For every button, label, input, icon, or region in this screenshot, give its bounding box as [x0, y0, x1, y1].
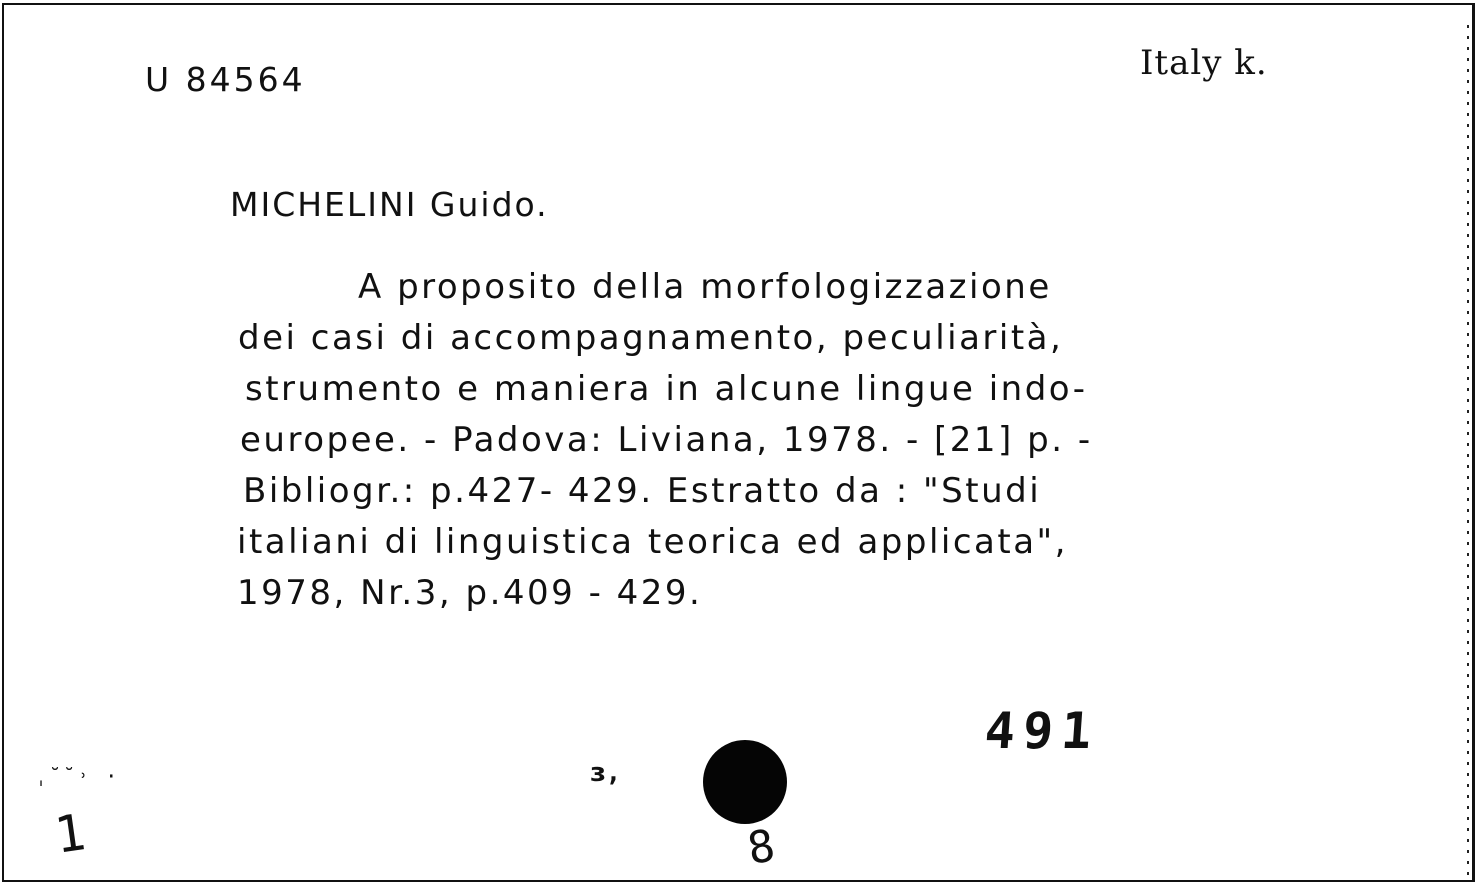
description-line: europee. - Padova: Liviana, 1978. - [21] p. - [240, 420, 1093, 460]
description-line: Bibliogr.: p.427- 429. Estratto da : "Studi [243, 471, 1042, 511]
handwritten-number: 491 [982, 702, 1102, 760]
handwritten-mark: ɜ, [590, 758, 622, 788]
description-line: strumento e maniera in alcune lingue indo- [245, 369, 1088, 409]
description-line: dei casi di accompagnamento, peculiarità, [238, 318, 1064, 358]
handwritten-bottom-mark: 8 [743, 820, 779, 875]
card-edge-mark [1467, 25, 1469, 875]
handwritten-marks: ˌ˘˘˒ · [35, 764, 120, 788]
description-line: 1978, Nr.3, p.409 - 429. [237, 573, 703, 613]
handwritten-digit: 1 [51, 803, 89, 865]
call-number: U 84564 [145, 60, 306, 99]
classification-mark: Italy k. [1140, 43, 1268, 83]
description-line: italiani di linguistica teorica ed applicata", [237, 522, 1068, 562]
description-line: A proposito della morfologizzazione [358, 267, 1052, 307]
author-heading: MICHELINI Guido. [230, 185, 549, 224]
punch-hole [703, 740, 787, 824]
